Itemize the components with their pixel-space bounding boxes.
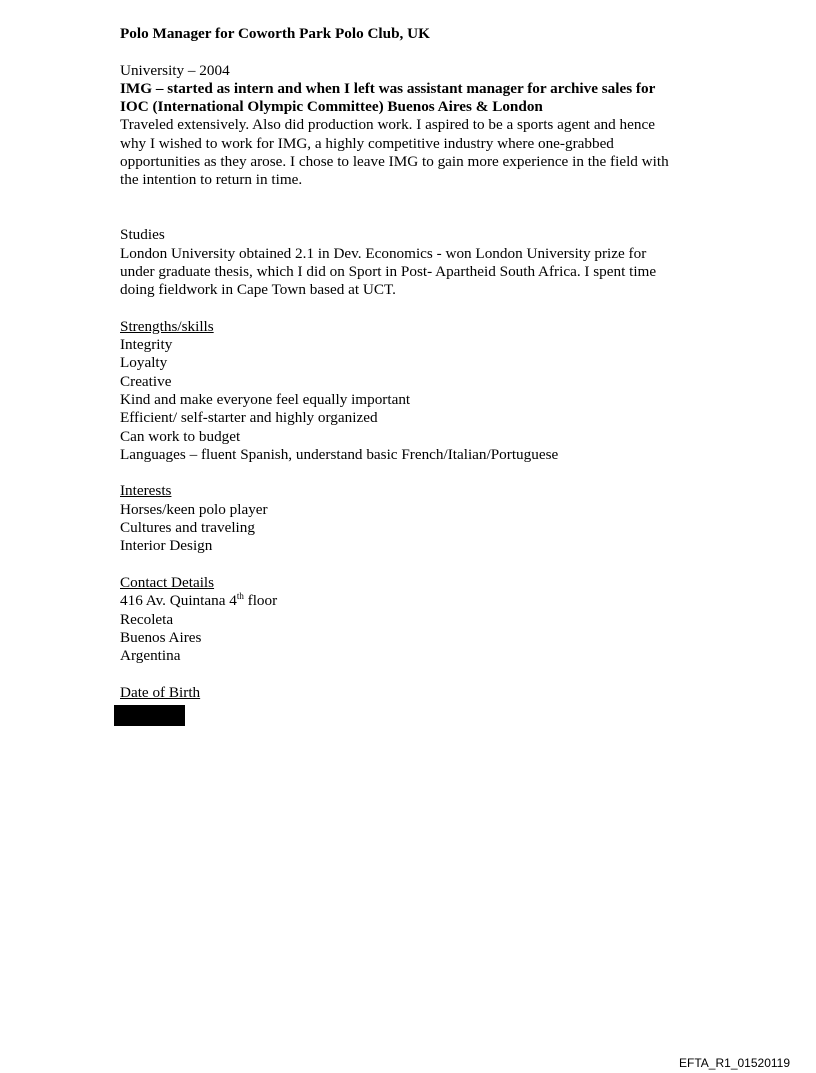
interest-item: Horses/keen polo player: [120, 500, 268, 518]
contact-heading: Contact Details: [120, 573, 215, 591]
strength-item: Efficient/ self-starter and highly organized: [120, 409, 378, 427]
strength-item: Kind and make everyone feel equally important: [120, 390, 411, 408]
studies-line: doing fieldwork in Cape Town based at UCT.: [120, 281, 396, 299]
document-id: EFTA_R1_01520119: [679, 1056, 790, 1070]
birth-heading: Date of Birth: [120, 683, 201, 701]
resume-page: [120, 25, 720, 702]
strength-item: Can work to budget: [120, 427, 241, 445]
interest-item: Interior Design: [120, 537, 213, 555]
strength-item: Creative: [120, 372, 172, 390]
strength-item: Loyalty: [120, 354, 168, 372]
address-prefix: 416 Av. Quintana 4: [120, 592, 237, 610]
contact-line: Argentina: [120, 647, 181, 665]
strength-item: Integrity: [120, 336, 173, 354]
page-heading: Polo Manager for Coworth Park Polo Club, UK: [120, 25, 430, 42]
contact-address: [120, 592, 720, 610]
studies-line: London University obtained 2.1 in Dev. Economics - won London University prize for: [120, 244, 647, 262]
redaction-box: [114, 705, 185, 726]
interest-item: Cultures and traveling: [120, 519, 255, 537]
contact-line: Buenos Aires: [120, 628, 202, 646]
experience-body-line: why I wished to work for IMG, a highly competitive industry where one-grabbed: [120, 134, 614, 152]
experience-body-line: the intention to return in time.: [120, 171, 303, 189]
strength-item: Languages – fluent Spanish, understand basic French/Italian/Portuguese: [120, 445, 559, 463]
contact-line: Recoleta: [120, 610, 174, 628]
studies-heading: Studies: [120, 226, 165, 244]
studies-line: under graduate thesis, which I did on Sport in Post- Apartheid South Africa. I spent time: [120, 262, 657, 280]
strengths-heading: Strengths/skills: [120, 317, 214, 335]
experience-title-line: IOC (International Olympic Committee) Buenos Aires & London: [120, 98, 543, 116]
experience-title-line: IMG – started as intern and when I left was assistant manager for archive sales for: [120, 79, 656, 97]
address-superscript: th: [236, 591, 244, 602]
experience-body-line: opportunities as they arose. I chose to leave IMG to gain more experience in the field with: [120, 153, 669, 171]
experience-period: University – 2004: [120, 61, 230, 79]
interests-heading: Interests: [120, 482, 172, 500]
address-suffix: floor: [243, 592, 278, 610]
experience-body-line: Traveled extensively. Also did production work. I aspired to be a sports agent and hence: [120, 116, 655, 134]
